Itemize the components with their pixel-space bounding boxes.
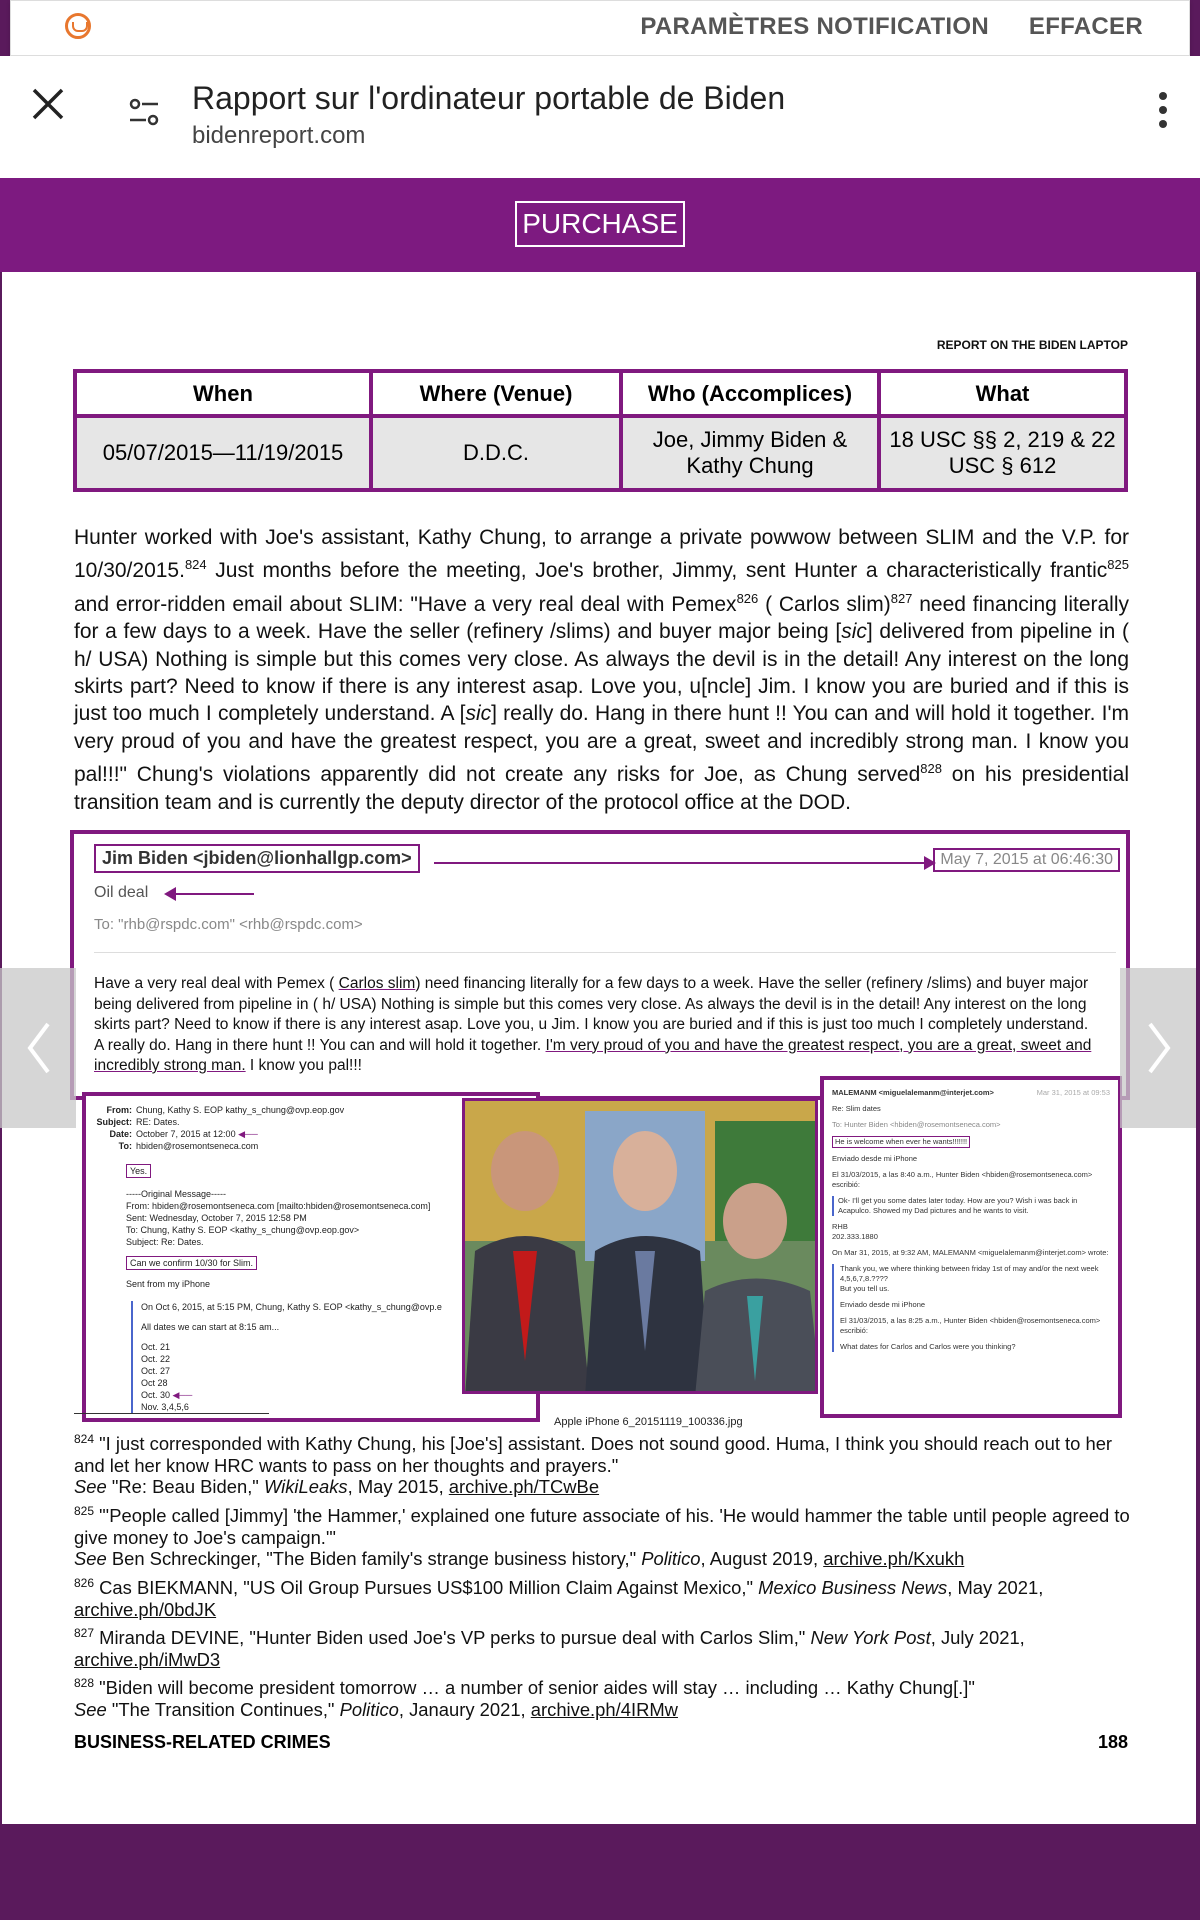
group-photo (462, 1098, 818, 1394)
section-footer: BUSINESS-RELATED CRIMES (74, 1732, 331, 1752)
email-body: Have a very real deal with Pemex ( Carlos slim) need financing literally for a few days to a week. Have the seller (refinery /slims) and buyer major being delivered from pipeline in ( h/ USA) Nothing is simple but this comes very close. As always the devil is in the detail! Any interest on the long skirts part? Need to know if there is any interest asap. Love you, u Jim. I know you are buried and if this is just too much I completely understand. A really do. Hang in there hunt !! You can and will hold it together. I'm very proud of you and have the greatest respect, you are a great, sweet and incredibly strong man. I know you pal!!! (94, 975, 1092, 1074)
running-header: REPORT ON THE BIDEN LAPTOP (936, 338, 1128, 352)
archive-link[interactable]: archive.ph/TCwBe (448, 1476, 600, 1498)
email-headers: From: Chung, Kathy S. EOP kathy_s_chung@ovp.eop.gov Subject: RE: Dates. Date: October 7, 2015 at 12:00 ◀── To: hbiden@rosemontseneca.com (96, 1105, 345, 1151)
table-cell: D.D.C. (371, 416, 621, 490)
table-cell: 18 USC §§ 2, 219 & 22 USC § 612 (879, 416, 1126, 490)
mail-icon (65, 13, 91, 39)
quoted-message: On Oct 6, 2015, at 5:15 PM, Chung, Kathy S. EOP <kathy_s_chung@ovp.e All dates we can start at 8:15 am... Oct. 21 Oct. 22 Oct. 27 Oct 28 Oct. 30 ◀── Nov. 3,4,5,6 (131, 1301, 521, 1413)
summary-table (73, 369, 1128, 492)
footnote-ref[interactable]: 825 (1107, 557, 1129, 573)
arrow-annotation (174, 893, 254, 895)
clear-button[interactable]: EFFACER (1028, 13, 1143, 40)
email-subject: Oil deal (94, 884, 149, 901)
archive-link[interactable]: archive.ph/4IRMw (530, 1699, 678, 1721)
evidence-collage (2, 830, 1196, 1440)
document-page (2, 272, 1196, 1824)
email-sender: Jim Biden <jbiden@lionhallgp.com> (94, 844, 420, 873)
footnote: $^{828}$ "Biden will become president tomorrow … a number of senior aides will stay … including … Kathy Chung[.]" See "The Transition Continues," Politico, Janaury 2021, archive.ph/4IRMw (74, 1676, 975, 1721)
notification-bar (10, 0, 1190, 56)
site-banner (0, 178, 1200, 272)
sent-from: Sent from my iPhone (126, 1279, 211, 1289)
table-header: What (879, 371, 1126, 416)
table-header: Who (Accomplices) (621, 371, 879, 416)
archive-link[interactable]: archive.ph/iMwD3 (74, 1648, 221, 1670)
close-icon[interactable] (30, 86, 66, 122)
table-cell: 05/07/2015—11/19/2015 (75, 416, 371, 490)
page-title: Rapport sur l'ordinateur portable de Biden (192, 80, 786, 116)
email-recipient: To: "rhb@rspdc.com" <rhb@rspdc.com> (94, 916, 363, 933)
divider (94, 952, 1116, 953)
email-slim-dates: MALEMANM <miguelalemanm@interjet.com> Mar 31, 2015 at 09:53 Re: Slim dates To: Hunter Biden <hbiden@rosemontseneca.com> He is welcome when ever he wants!!!!!!! Enviado desde mi iPhone El 31/03/2015, a las 8:40 a.m., Hunter Biden <hbiden@rosemontseneca.com> escribió: Ok- I'll get you some dates later today. How are you? Wish i was back in Acapulco. Showed my Dad pictures and he wants to visit. RHB 202.333.1880 On Mar 31, 2015, at 9:32 AM, MALEMANM <miguelalemanm@interjet.com> wrote: Thank you, we where thinking between friday 1st of may and/or the next week 4,5,6,7,8.???? But you tell us. Enviado desde mi iPhone El 31/03/2015, a las 8:25 a.m., Hunter Biden <hbiden@rosemontseneca.com> escribió: What dates for Carlos and Carlos were you thinking? (820, 1076, 1122, 1418)
photo-caption: Apple iPhone 6_20151119_100336.jpg (554, 1416, 743, 1428)
notification-settings-button[interactable]: PARAMÈTRES NOTIFICATION (640, 13, 989, 40)
previous-page-button[interactable] (0, 968, 76, 1128)
more-options-icon[interactable] (1156, 92, 1170, 132)
purchase-button[interactable]: PURCHASE (515, 201, 685, 247)
archive-link[interactable]: archive.ph/0bdJK (74, 1598, 217, 1620)
page-number: 188 (1097, 1732, 1128, 1752)
footnote-ref[interactable]: 827 (890, 590, 913, 606)
footnote-ref[interactable]: 824 (184, 557, 207, 573)
footnote-ref[interactable]: 828 (920, 761, 942, 777)
email-date: May 7, 2015 at 06:46:30 (933, 848, 1120, 872)
table-header: When (75, 371, 371, 416)
site-settings-icon[interactable] (128, 96, 160, 128)
table-header: Where (Venue) (371, 371, 621, 416)
footnotes (74, 1429, 1134, 1724)
body-paragraph: Hunter worked with Joe's assistant, Kathy Chung, to arrange a private powwow between SLIM and the V.P. for 10/30/2015.$^{824}$ Just months before the meeting, Joe's brother, Jimmy, sent Hunter a characteristically frantic$^{825}$ and error-ridden email about SLIM: "Have a very real deal with Pemex$^{826}$ ( Carlos slim)$^{827}$ need financing literally for a few days to a week. Have the seller (refinery /slims) and buyer major being [sic] delivered from pipeline in ( h/ USA) Nothing is simple but this comes very close. As always the devil is in the detail! Any interest on the long skirts part? Need to know if there is any interest asap. Love you, u[ncle] Jim. I know you are buried and if this is just too much I completely understand. A [sic] really do. Hang in there hunt !! You can and will hold it together. I'm very proud of you and have the greatest respect, you are a great, sweet and incredibly strong man. I know you pal!!!" Chung's violations apparently did not create any risks for Joe, as Chung served$^{828}$ on his presidential transition team and is currently the deputy director of the protocol office at the DOD. (74, 526, 1130, 814)
browser-header (0, 56, 1200, 178)
footnote: $^{826}$ Cas BIEKMANN, "US Oil Group Pursues US$100 Million Claim Against Mexico," Mexico Business News, May 2021, archive.ph/0bdJK (74, 1575, 1044, 1620)
table-cell: Joe, Jimmy Biden & Kathy Chung (621, 416, 879, 490)
next-page-button[interactable] (1120, 968, 1196, 1128)
chevron-left-icon (26, 1022, 52, 1074)
arrow-annotation (434, 862, 934, 864)
footnote-ref[interactable]: 826 (736, 590, 759, 606)
original-message: -----Original Message----- From: hbiden@rosemontseneca.com [mailto:hbiden@rosemontseneca.com] Sent: Wednesday, October 7, 2015 12:58 PM To: Chung, Kathy S. EOP <kathy_s_chung@ovp.eop.gov> Subject: Re: Dates. (126, 1189, 431, 1247)
footnote-rule (74, 1413, 269, 1414)
confirm-request: Can we confirm 10/30 for Slim. (126, 1256, 257, 1270)
reply-yes: Yes. (126, 1164, 151, 1178)
page-url: bidenreport.com (192, 122, 366, 149)
email-jim-biden (70, 830, 1130, 1100)
bottom-band (0, 1824, 1200, 1920)
archive-link[interactable]: archive.ph/Kxukh (823, 1548, 965, 1570)
footnote: $^{824}$ "I just corresponded with Kathy Chung, his [Joe's] assistant. Does not sound good. Huma, I think you should reach out to her and let her know HRC wants to pass on her thoughts and prayers." See "Re: Beau Biden," WikiLeaks, May 2015, archive.ph/TCwBe (74, 1432, 1113, 1498)
chevron-right-icon (1146, 1022, 1172, 1074)
footnote: $^{825}$ "'People called [Jimmy] 'the Hammer,' explained one future associate of his. 'He would hammer the table until people agreed to give money to Joe's campaign.'" See Ben Schreckinger, "The Biden family's strange business history," Politico, August 2019, archive.ph/Kxukh (74, 1503, 1130, 1570)
footnote: $^{827}$ Miranda DEVINE, "Hunter Biden used Joe's VP perks to pursue deal with Carlos Slim," New York Post, July 2021, archive.ph/iMwD3 (74, 1626, 1025, 1670)
